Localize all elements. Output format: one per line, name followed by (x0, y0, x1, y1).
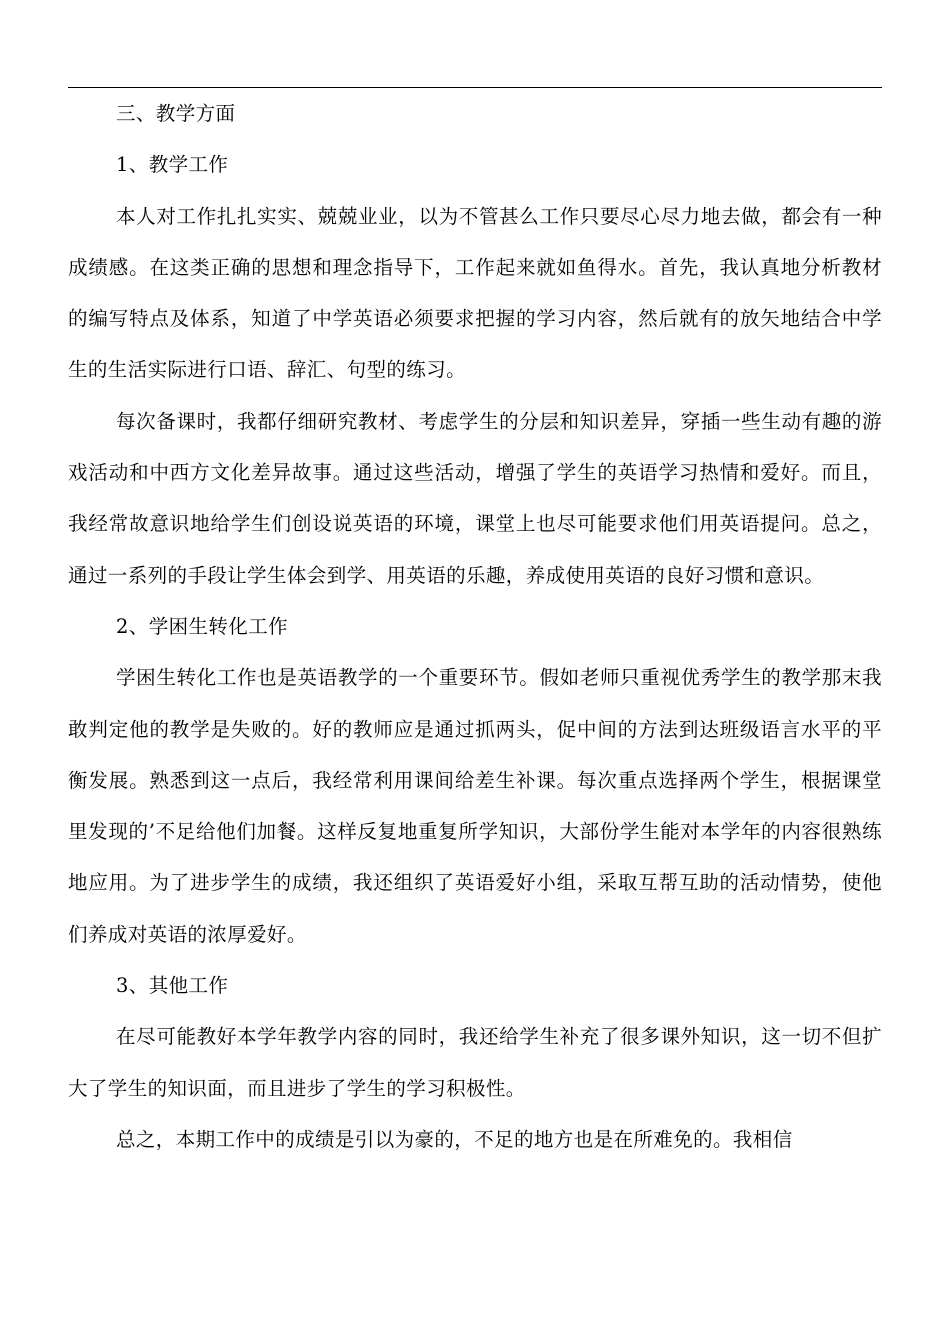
document-body (68, 88, 882, 1165)
paragraph: 每次备课时，我都仔细研究教材、考虑学生的分层和知识差异，穿插一些生动有趣的游戏活动和中西方文化差异故事。通过这些活动，增强了学生的英语学习热情和爱好。而且，我经常故意识地给学生们创设说英语的环境，课堂上也尽可能要求他们用英语提问。总之，通过一系列的手段让学生体会到学、用英语的乐趣，养成使用英语的良好习惯和意识。 (68, 409, 882, 587)
subsection-heading-struggling-students: 2、学困生转化工作 (116, 614, 289, 638)
subsection-heading-other-work: 3、其他工作 (116, 974, 229, 998)
section-title: 三、教学方面 (116, 102, 236, 125)
subsection-heading-teaching: 1、教学工作 (116, 153, 229, 177)
closing-paragraph: 总之，本期工作中的成绩是引以为豪的，不足的地方也是在所难免的。我相信 (116, 1127, 793, 1151)
paragraph: 学困生转化工作也是英语教学的一个重要环节。假如老师只重视优秀学生的教学那末我敢判定他的教学是失败的。好的教师应是通过抓两头，促中间的方法到达班级语言水平的平衡发展。熟悉到这一点后，我经常利用课间给差生补课。每次重点选择两个学生，根据课堂里发现的’不足给他们加餐。这样反复地重复所学知识，大部份学生能对本学年的内容很熟练地应用。为了进步学生的成绩，我还组织了英语爱好小组，采取互帮互助的活动情势，使他们养成对英语的浓厚爱好。 (68, 666, 882, 946)
paragraph: 本人对工作扎扎实实、兢兢业业，以为不管甚么工作只要尽心尽力地去做，都会有一种成绩感。在这类正确的思想和理念指导下，工作起来就如鱼得水。首先，我认真地分析教材的编写特点及体系，知道了中学英语必须要求把握的学习内容，然后就有的放矢地结合中学生的生活实际进行口语、辞汇、句型的练习。 (68, 204, 882, 382)
paragraph: 在尽可能教好本学年教学内容的同时，我还给学生补充了很多课外知识，这一切不但扩大了学生的知识面，而且进步了学生的学习积极性。 (68, 1025, 882, 1100)
